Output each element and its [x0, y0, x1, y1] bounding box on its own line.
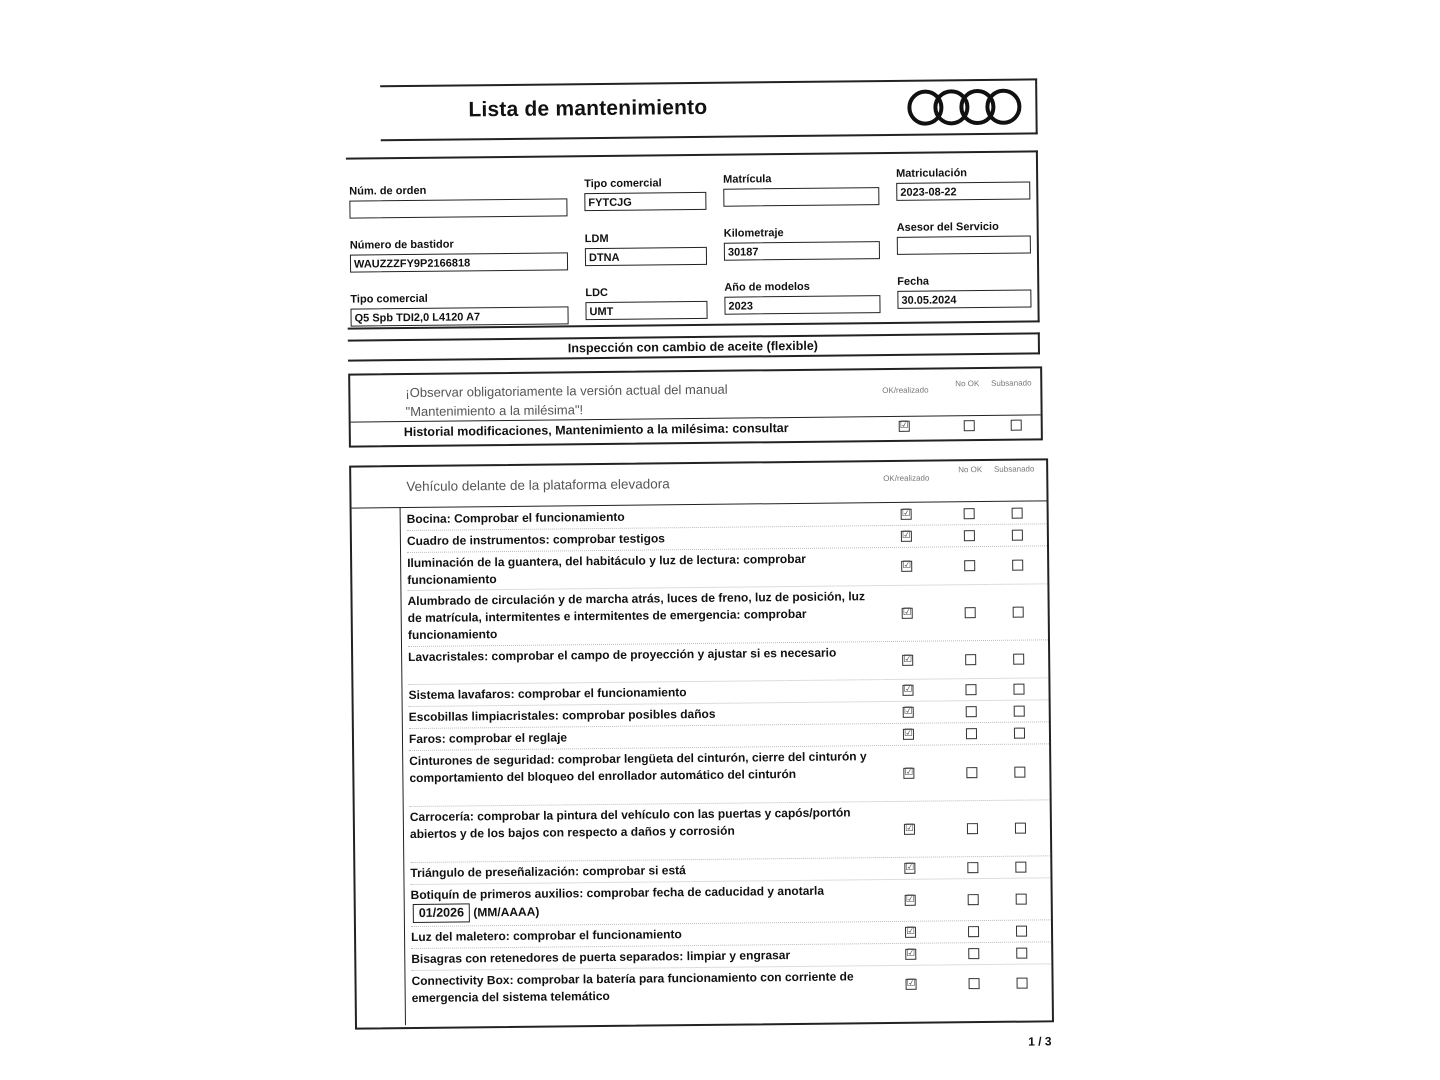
list-item: Faros: comprobar el reglaje ☑: [409, 722, 1049, 751]
list-item: Cinturones de seguridad: comprobar lengüeta del cinturón, cierre del cinturón y comportamiento del bloqueo del enrollador automático del cinturón ☑: [409, 744, 1050, 807]
botiquin-date-format: (MM/AAAA): [473, 904, 540, 920]
subsanado-checkbox[interactable]: [1016, 893, 1027, 904]
ok-checkbox[interactable]: ☑: [902, 606, 912, 618]
subsanado-checkbox[interactable]: [1012, 559, 1023, 570]
subsanado-checkbox[interactable]: [1017, 978, 1028, 989]
subsanado-checkbox[interactable]: [1014, 766, 1025, 777]
history-subsanado-checkbox[interactable]: [1011, 420, 1022, 431]
list-item: Escobillas limpiacristales: comprobar posibles daños ☑: [409, 700, 1049, 729]
field-fecha: Fecha 30.05.2024: [897, 274, 1031, 308]
field-matricula: Matrícula: [723, 172, 879, 207]
section-title: Inspección con cambio de aceite (flexible): [348, 332, 1040, 361]
field-num-orden: Núm. de orden: [349, 183, 567, 218]
ano-modelos-input[interactable]: 2023: [724, 295, 880, 315]
subsanado-checkbox[interactable]: [1012, 529, 1023, 540]
history-no-ok-checkbox[interactable]: [964, 420, 975, 431]
observe-block: [348, 366, 1043, 447]
no-ok-checkbox[interactable]: [967, 862, 978, 873]
audi-logo: [905, 87, 1023, 128]
checklist-items: [407, 502, 1052, 1009]
subsanado-checkbox[interactable]: [1016, 925, 1027, 936]
column-subsanado-label: Subsanado: [993, 464, 1035, 474]
header: [380, 78, 1038, 141]
no-ok-checkbox[interactable]: [968, 948, 979, 959]
no-ok-checkbox[interactable]: [966, 706, 977, 717]
field-tipo-comercial-top: Tipo comercial FYTCJG: [584, 177, 706, 211]
list-item: Connectivity Box: comprobar la batería para funcionamiento con corriente de emergencia del sistema telemático ☑: [411, 964, 1051, 1009]
no-ok-checkbox[interactable]: [967, 823, 978, 834]
page-number: 1 / 3: [1028, 1034, 1052, 1049]
column-subsanado-label: Subsanado: [991, 378, 1032, 388]
no-ok-checkbox[interactable]: [968, 926, 979, 937]
checklist: [349, 458, 1054, 1029]
ok-checkbox[interactable]: ☑: [905, 925, 916, 937]
kilometraje-input[interactable]: 30187: [724, 241, 880, 261]
ok-checkbox[interactable]: ☑: [901, 529, 911, 541]
column-ok-label: OK/realizado: [882, 385, 929, 396]
list-item: Alumbrado de circulación y de marcha atrás, luces de freno, luz de posición, luz de matrícula, intermitentes e intermitentes de emergencia: comprobar funcionamiento ☑: [407, 584, 1048, 647]
list-item: Luz del maletero: comprobar el funcionamiento ☑: [411, 920, 1051, 949]
ok-checkbox[interactable]: ☑: [903, 653, 913, 665]
history-ok-checkbox[interactable]: ☑: [899, 419, 909, 431]
no-ok-checkbox[interactable]: [968, 894, 979, 905]
no-ok-checkbox[interactable]: [964, 508, 975, 519]
list-item: Sistema lavafaros: comprobar el funcionamiento ☑: [408, 678, 1048, 707]
ok-checkbox[interactable]: ☑: [901, 507, 911, 519]
field-ldc: LDC UMT: [585, 286, 707, 320]
no-ok-checkbox[interactable]: [965, 607, 976, 618]
field-asesor: Asesor del Servicio: [897, 220, 1031, 254]
checklist-gutter: [352, 507, 406, 1025]
subsanado-checkbox[interactable]: [1015, 822, 1026, 833]
ok-checkbox[interactable]: ☑: [903, 705, 913, 717]
tipo-comercial-input[interactable]: Q5 Spb TDI2,0 L4120 A7: [350, 306, 568, 326]
numero-bastidor-input[interactable]: WAUZZZFY9P2166818: [350, 252, 568, 272]
column-no-ok-label: No OK: [958, 465, 983, 475]
field-tipo-comercial: Tipo comercial Q5 Spb TDI2,0 L4120 A7: [350, 291, 568, 326]
ldc-input[interactable]: UMT: [585, 301, 707, 320]
ok-checkbox[interactable]: ☑: [903, 727, 913, 739]
field-ldm: LDM DTNA: [585, 232, 707, 266]
num-orden-input[interactable]: [349, 198, 567, 218]
ldm-input[interactable]: DTNA: [585, 247, 707, 266]
ok-checkbox[interactable]: ☑: [905, 893, 915, 905]
page-title: Lista de mantenimiento: [468, 95, 708, 122]
no-ok-checkbox[interactable]: [964, 530, 975, 541]
history-text: Historial modificaciones, Mantenimiento a la milésima: consultar: [403, 421, 789, 440]
ok-checkbox[interactable]: ☑: [903, 683, 913, 695]
document-page: [340, 66, 1060, 1063]
fecha-input[interactable]: 30.05.2024: [897, 289, 1031, 308]
list-item: Cuadro de instrumentos: comprobar testigos ☑: [407, 524, 1047, 553]
ok-checkbox[interactable]: ☑: [902, 559, 912, 571]
no-ok-checkbox[interactable]: [969, 978, 980, 989]
subsanado-checkbox[interactable]: [1014, 727, 1025, 738]
list-item: Triángulo de preseñalización: comprobar si está ☑: [410, 856, 1050, 885]
list-item: Botiquín de primeros auxilios: comprobar fecha de caducidad y anotarla 01/2026 (MM/AAAA) ☑: [411, 878, 1051, 927]
column-no-ok-label: No OK: [955, 379, 980, 389]
ok-checkbox[interactable]: ☑: [906, 947, 916, 959]
asesor-input[interactable]: [897, 235, 1031, 254]
ok-checkbox[interactable]: ☑: [904, 766, 914, 778]
ok-checkbox[interactable]: ☑: [906, 977, 916, 989]
subsanado-checkbox[interactable]: [1014, 705, 1025, 716]
field-matriculacion: Matriculación 2023-08-22: [896, 166, 1030, 200]
list-item: Bisagras con retenedores de puerta separados: limpiar y engrasar ☑: [411, 942, 1051, 971]
field-kilometraje: Kilometraje 30187: [724, 226, 880, 261]
list-item: Lavacristales: comprobar el campo de proyección y ajustar si es necesario ☑: [408, 640, 1048, 685]
no-ok-checkbox[interactable]: [965, 654, 976, 665]
no-ok-checkbox[interactable]: [964, 560, 975, 571]
tipo-comercial-top-input[interactable]: FYTCJG: [584, 192, 706, 211]
subsanado-checkbox[interactable]: [1013, 653, 1024, 664]
matricula-input[interactable]: [723, 187, 879, 207]
ok-checkbox[interactable]: ☑: [904, 822, 914, 834]
list-item: Carrocería: comprobar la pintura del vehículo con las puertas y capós/portón abiertos y de los bajos con respecto a daños y corrosión ☑: [410, 800, 1051, 863]
botiquin-date-field[interactable]: 01/2026: [413, 903, 470, 923]
ok-checkbox[interactable]: ☑: [905, 861, 915, 873]
checklist-title: Vehículo delante de la plataforma elevadora: [406, 476, 670, 495]
observe-note: ¡Observar obligatoriamente la versión actual del manual "Mantenimiento a la milésima"!: [405, 381, 728, 420]
list-item: Iluminación de la guantera, del habitáculo y luz de lectura: comprobar funcionamiento ☑: [407, 546, 1047, 591]
matriculacion-input[interactable]: 2023-08-22: [896, 181, 1030, 200]
list-item: Bocina: Comprobar el funcionamiento ☑: [407, 502, 1047, 531]
subsanado-checkbox[interactable]: [1016, 947, 1027, 958]
subsanado-checkbox[interactable]: [1013, 606, 1024, 617]
no-ok-checkbox[interactable]: [966, 728, 977, 739]
no-ok-checkbox[interactable]: [965, 684, 976, 695]
subsanado-checkbox[interactable]: [1013, 683, 1024, 694]
field-numero-bastidor: Número de bastidor WAUZZZFY9P2166818: [350, 237, 568, 272]
column-ok-label: OK/realizado: [883, 473, 930, 484]
subsanado-checkbox[interactable]: [1012, 507, 1023, 518]
no-ok-checkbox[interactable]: [966, 767, 977, 778]
field-ano-modelos: Año de modelos 2023: [724, 280, 880, 315]
subsanado-checkbox[interactable]: [1015, 861, 1026, 872]
vehicle-info: [346, 150, 1040, 329]
